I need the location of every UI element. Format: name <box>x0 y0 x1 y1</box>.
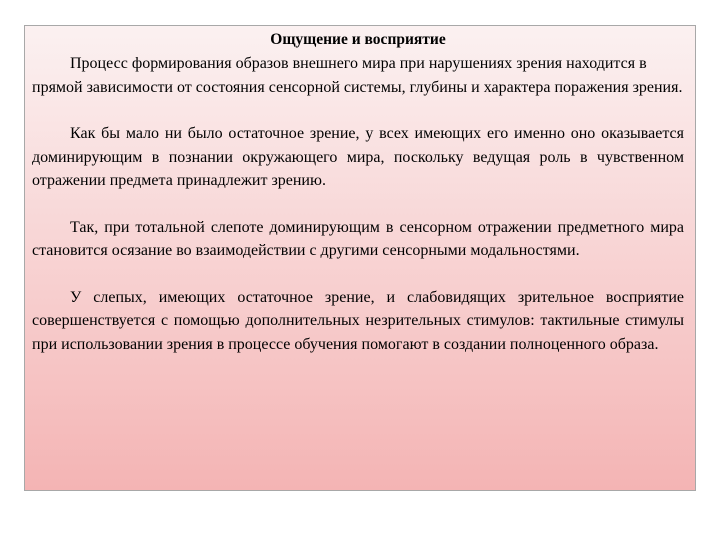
slide-panel <box>24 25 696 491</box>
paragraph-4: У слепых, имеющих остаточное зрение, и слабовидящих зрительное восприятие совершенствуется с помощью дополнительных незрительных стимулов: тактильные стимулы при использовании зрения в процессе обучения помогают в создании полноценного образа. <box>32 288 684 353</box>
slide-title: Ощущение и восприятие <box>270 31 446 48</box>
paragraph-3: Так, при тотальной слепоте доминирующим в сенсорном отражении предметного мира становится осязание во взаимодействии с другими сенсорными модальностями. <box>32 218 684 259</box>
paragraph-2: Как бы мало ни было остаточное зрение, у всех имеющих его именно оно оказывается доминирующим в познании окружающего мира, поскольку ведущая роль в чувственном отражении предмета принадлежит зрению. <box>32 125 684 189</box>
paragraph-1: Процесс формирования образов внешнего мира при нарушениях зрения находится в прямой зависимости от состояния сенсорной системы, глубины и характера поражения зрения. <box>32 55 683 96</box>
